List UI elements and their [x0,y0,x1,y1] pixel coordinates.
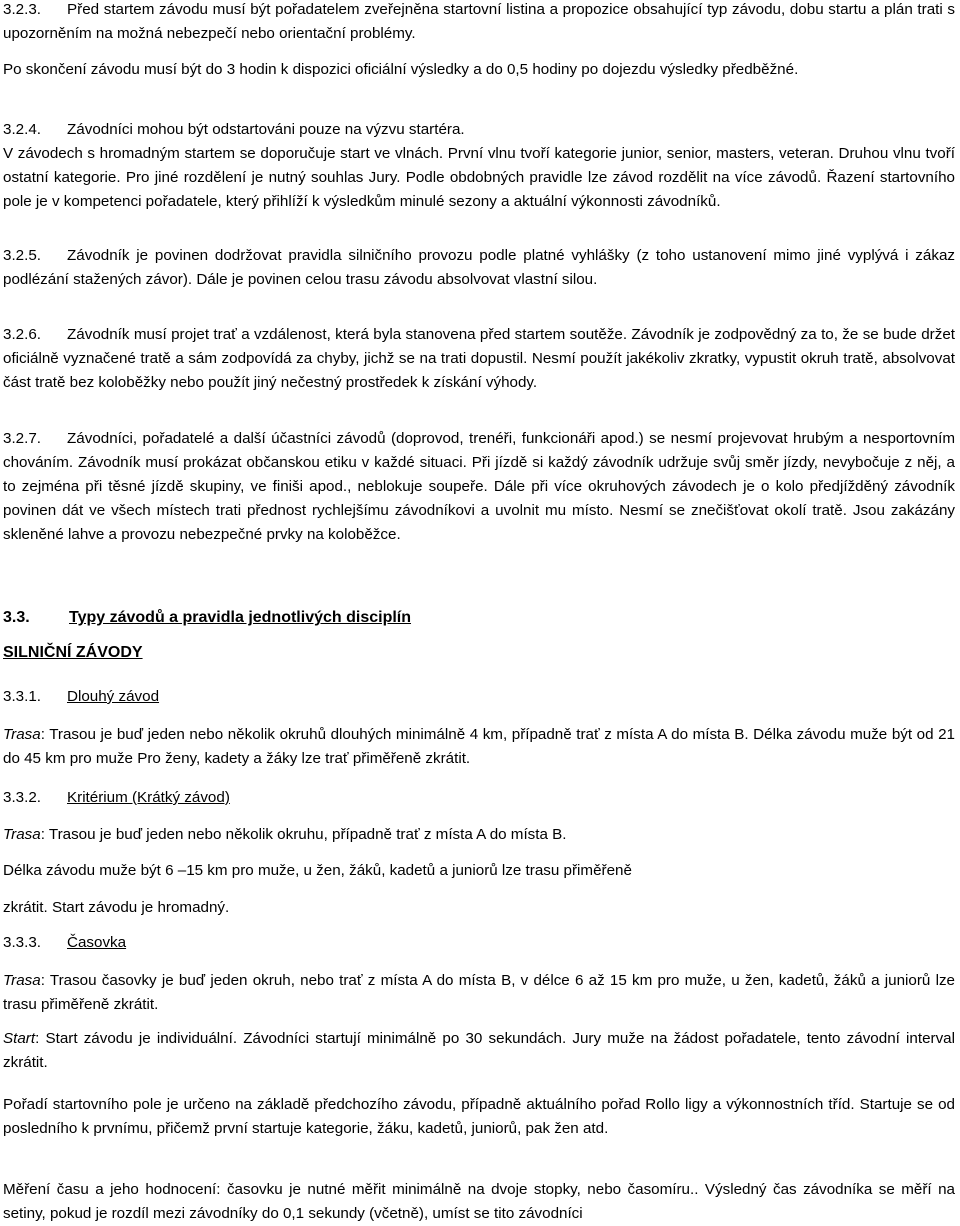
paragraph-text: Závodníci mohou být odstartováni pouze na výzvu startéra. [67,121,465,138]
trasa-label: Trasa [3,826,41,843]
paragraph-3-2-5 [3,244,955,292]
start-label: Start [3,1030,36,1047]
paragraph-3-3-2-length [3,859,955,883]
paragraph-3-2-4 [3,118,955,214]
paragraph-text: Měření času a jeho hodnocení: časovku je nutné měřit minimálně na dvoje stopky, nebo časomíru.. Výsledný čas závodníka se měří na setiny, pokud je rozdíl mezi závodníky do 0,1 sekundy (včetně), umíst se tito závodníci [3,1181,955,1222]
trasa-label: Trasa [3,972,41,989]
section-number: 3.2.5. [3,247,41,264]
paragraph-text: Po skončení závodu musí být do 3 hodin k dispozici oficiální výsledky a do 0,5 hodiny po dojezdu výsledky předběžné. [3,61,799,78]
subsection-title: Dlouhý závod [67,688,160,705]
paragraph-text: : Start závodu je individuální. Závodníci startují minimálně po 30 sekundách. Jury muže na žádost pořadatele, tento závodní interval zkrátit. [3,1030,955,1071]
paragraph-text: Pořadí startovního pole je určeno na základě předchozího závodu, případně aktuálního pořad Rollo ligy a výkonnostních tříd. Startuje se od posledního k prvnímu, přičemž první startuje kategorie, žáku, kadetů, juniorů, pak žen atd. [3,1096,955,1137]
subsection-3-3-2-heading [3,786,955,810]
heading-text: SILNIČNÍ ZÁVODY [3,644,143,661]
paragraph-3-2-3 [3,0,955,46]
section-number: 3.3.3. [3,934,41,951]
paragraph-text-continued: V závodech s hromadným startem se doporučuje start ve vlnách. První vlnu tvoří kategorie junior, senior, masters, veteran. Druhou vlnu tvoří ostatní kategorie. Pro jiné rozdělení je nutný souhlas Jury. Podle obdobných pravidle lze závod rozdělit na více závodů. Řazení startovního pole je v kompetenci pořadatele, který přihlíží k výsledkům minulé sezony a aktuální výkonnosti závodníků. [3,145,955,210]
paragraph-3-2-6 [3,323,955,395]
paragraph-3-3-3-timing [3,1178,955,1226]
section-number: 3.3. [3,609,30,626]
paragraph-text: Závodník musí projet trať a vzdálenost, která byla stanovena před startem soutěže. Závodník je zodpovědný za to, že se bude držet oficiálně vyznačené tratě a sám zodpovídá za chyby, jichž se na trati dopustil. Nesmí použít jakékoliv zkratky, vypustit okruh tratě, absolvovat část tratě bez koloběžky nebo použít jiný nečestný prostředek k získání výhody. [3,326,955,391]
paragraph-3-2-7 [3,427,955,547]
paragraph-3-3-3-order [3,1093,955,1141]
section-title: Typy závodů a pravidla jednotlivých disciplín [69,609,412,626]
paragraph-text: : Trasou je buď jeden nebo několik okruhů dlouhých minimálně 4 km, případně trať z místa A do místa B. Délka závodu muže být od 21 do 45 km pro muže Pro ženy, kadety a žáky lze trať přiměřeně zkrátit. [3,726,955,767]
paragraph-3-3-3-start [3,1027,955,1075]
paragraph-text: : Trasou časovky je buď jeden okruh, nebo trať z místa A do místa B, v délce 6 až 15 km pro muže, u žen, kadetů, žáků a juniorů lze trasu přiměřeně zkrátit. [3,972,955,1013]
paragraph-3-3-2-route [3,823,955,847]
section-number: 3.2.7. [3,430,41,447]
paragraph-text: Před startem závodu musí být pořadatelem zveřejněna startovní listina a propozice obsahující typ závodu, dobu startu a plán trati s upozorněním na možná nebezpečí nebo orientační problémy. [3,1,955,42]
paragraph-results [3,58,955,82]
subsection-3-3-1-heading [3,685,955,709]
paragraph-text: zkrátit. Start závodu je hromadný. [3,899,230,916]
subsection-3-3-3-heading [3,931,955,955]
subsection-title: Časovka [67,934,127,951]
trasa-label: Trasa [3,726,41,743]
section-heading-3-3 [3,606,955,630]
subsection-title: Kritérium (Krátký závod) [67,789,230,806]
paragraph-text: Závodník je povinen dodržovat pravidla silničního provozu podle platné vyhlášky (z toho ustanovení mimo jiné vyplývá i zákaz podlézání stažených závor). Dále je povinen celou trasu závodu absolvovat vlastní silou. [3,247,955,288]
paragraph-text: : Trasou je buď jeden nebo několik okruhu, případně trať z místa A do místa B. [40,826,567,843]
section-number: 3.3.2. [3,789,41,806]
paragraph-3-3-3-route [3,969,955,1017]
road-races-heading [3,641,955,665]
section-number: 3.3.1. [3,688,41,705]
paragraph-text: Závodníci, pořadatelé a další účastníci závodů (doprovod, trenéři, funkcionáři apod.) se nesmí projevovat hrubým a nesportovním chováním. Závodník musí prokázat občanskou etiku v každé situaci. Při jízdě si každý závodník udržuje svůj směr jízdy, nevybočuje z něj, a to zejména při těsné jízdě skupiny, ve finiši apod., neblokuje soupeře. Dále při více okruhových závodech je o kolo předjížděný závodník povinen dát ve všech místech trati přednost rychlejšímu závodníkovi a uvolnit mu místo. Nesmí se znečišťovat okolí tratě. Jsou zakázány skleněné lahve a provozu nebezpečné prvky na koloběžce. [3,430,955,543]
section-number: 3.2.6. [3,326,41,343]
paragraph-3-3-1-route [3,723,955,771]
paragraph-text: Délka závodu muže být 6 –15 km pro muže, u žen, žáků, kadetů a juniorů lze trasu přiměřeně [3,862,632,879]
section-number: 3.2.3. [3,1,41,18]
section-number: 3.2.4. [3,121,41,138]
paragraph-3-3-2-length-cont [3,896,955,920]
